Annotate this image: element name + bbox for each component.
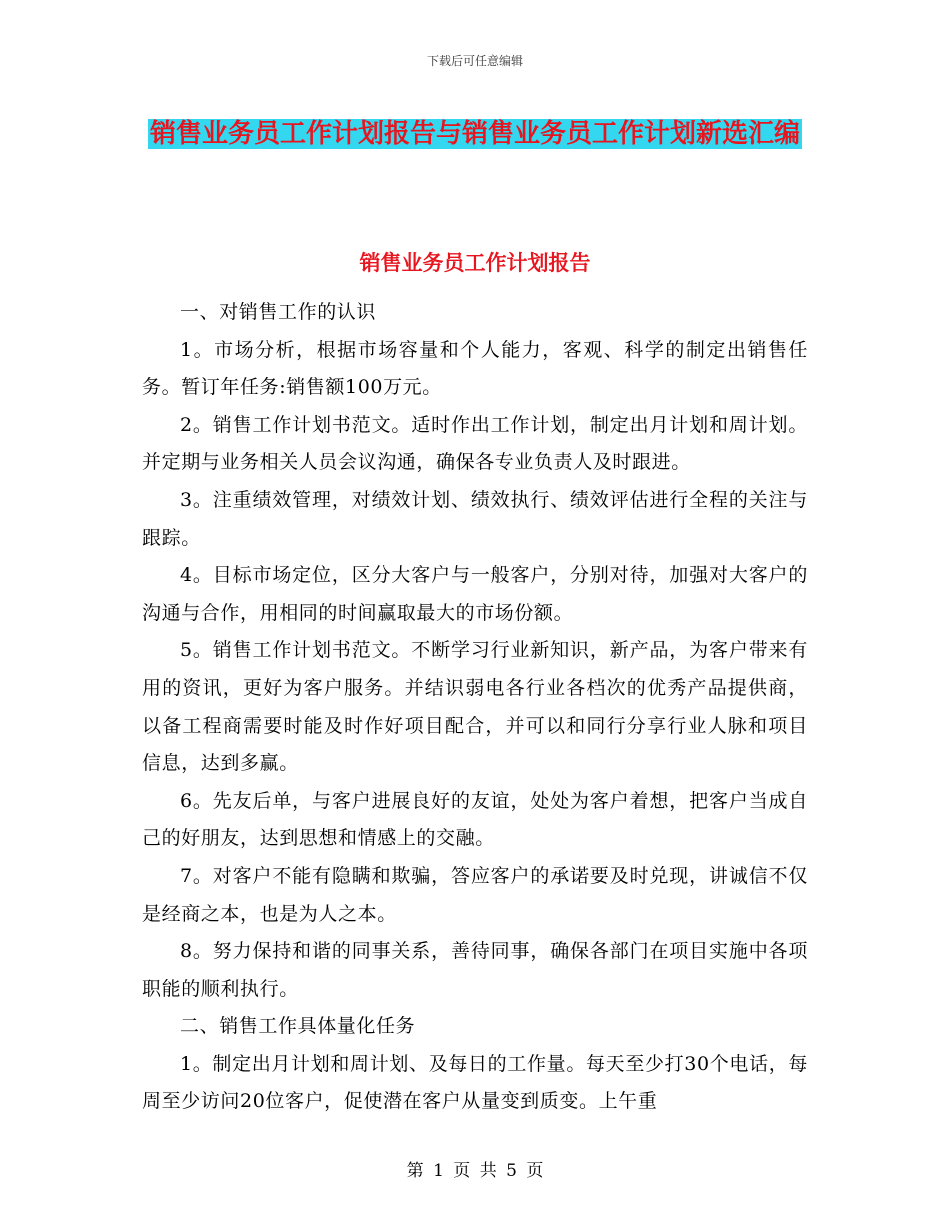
body-paragraph: 1。制定出月计划和周计划、及每日的工作量。每天至少打30个电话，每周至少访问20位客户，促使潜在客户从量变到质变。上午重 <box>142 1052 808 1113</box>
page-header-note: 下载后可任意编辑 <box>426 54 523 68</box>
body-paragraph: 7。对客户不能有隐瞒和欺骗，答应客户的承诺要及时兑现，讲诚信不仅是经商之本，也是为人之本。 <box>142 864 808 925</box>
document-title-text: 销售业务员工作计划报告与销售业务员工作计划新选汇编 <box>149 119 800 149</box>
body-paragraph: 6。先友后单，与客户进展良好的友谊，处处为客户着想，把客户当成自己的好朋友，达到思想和情感上的交融。 <box>142 789 808 850</box>
body-paragraph: 8。努力保持和谐的同事关系，善待同事，确保各部门在项目实施中各项职能的顺利执行。 <box>142 940 808 1000</box>
body-paragraph: 1。市场分析，根据市场容量和个人能力，客观、科学的制定出销售任务。暂订年任务:销售额100万元。 <box>142 338 808 399</box>
document-body <box>142 294 808 1121</box>
body-paragraph: 5。销售工作计划书范文。不断学习行业新知识，新产品，为客户带来有用的资讯，更好为客户服务。并结识弱电各行业各档次的优秀产品提供商，以备工程商需要时能及时作好项目配合，并可以和同行分享行业人脉和项目信息，达到多赢。 <box>142 639 808 775</box>
document-title <box>140 112 810 156</box>
section-title: 销售业务员工作计划报告 <box>359 251 591 275</box>
body-paragraph: 4。目标市场定位，区分大客户与一般客户，分别对待，加强对大客户的沟通与合作，用相同的时间赢取最大的市场份额。 <box>142 564 808 624</box>
body-paragraph: 3。注重绩效管理，对绩效计划、绩效执行、绩效评估进行全程的关注与跟踪。 <box>142 488 808 549</box>
page-number: 第 1 页 共 5 页 <box>406 1161 544 1181</box>
body-paragraph: 2。销售工作计划书范文。适时作出工作计划，制定出月计划和周计划。并定期与业务相关人员会议沟通，确保各专业负责人及时跟进。 <box>142 413 808 474</box>
body-paragraph: 二、销售工作具体量化任务 <box>180 1015 416 1038</box>
body-paragraph: 一、对销售工作的认识 <box>180 301 377 323</box>
